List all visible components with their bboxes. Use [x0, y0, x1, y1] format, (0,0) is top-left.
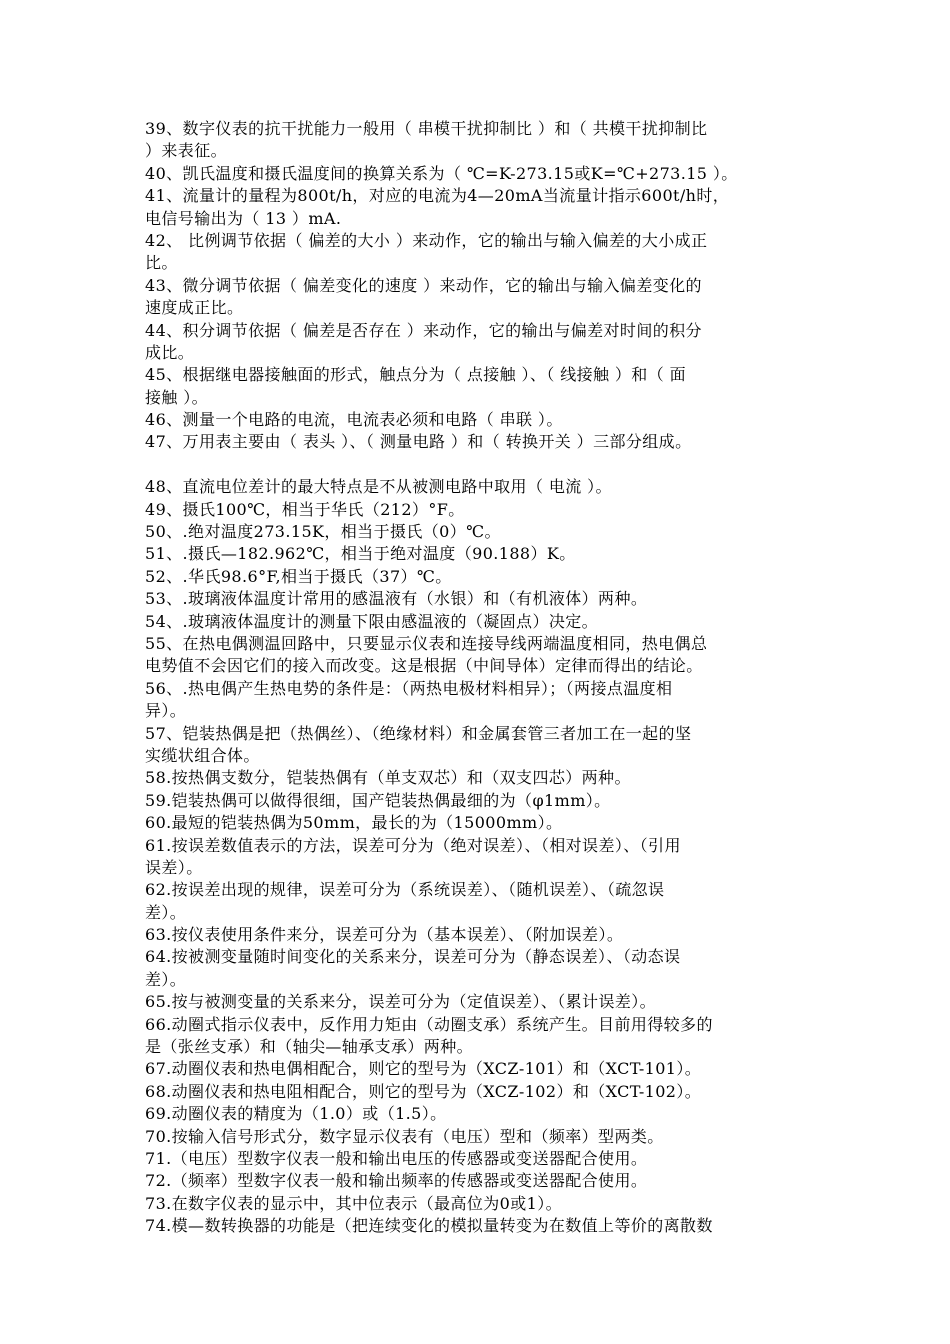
text-line: 成比。	[145, 342, 195, 362]
text-line: 66.动圈式指示仪表中，反作用力矩由（动圈支承）系统产生。目前用得较多的	[145, 1014, 713, 1034]
text-line: 52、.华氏98.6°F,相当于摄氏（37）℃。	[145, 566, 452, 586]
text-line: 73.在数字仪表的显示中，其中位表示（最高位为0或1）。	[145, 1193, 563, 1213]
text-line: 实缆状组合体。	[145, 745, 260, 765]
text-line: 50、.绝对温度273.15K，相当于摄氏（0）℃。	[145, 522, 501, 542]
text-line: 是（张丝支承）和（轴尖—轴承支承）两种。	[145, 1037, 474, 1057]
text-line: 速度成正比。	[145, 298, 244, 318]
text-line: 41、流量计的量程为800t/h，对应的电流为4—20mA当流量计指示600t/h时，	[145, 186, 730, 206]
text-line: 74.模—数转换器的功能是（把连续变化的模拟量转变为在数值上等价的离散数	[145, 1216, 713, 1236]
text-line: 65.按与被测变量的关系来分，误差可分为（定值误差）、（累计误差）。	[145, 992, 657, 1012]
text-line: 60.最短的铠装热偶为50mm，最长的为（15000mm）。	[145, 813, 563, 833]
text-line: 55、在热电偶测温回路中，只要显示仪表和连接导线两端温度相同，热电偶总	[145, 633, 708, 653]
text-line: ）来表征。	[145, 141, 228, 161]
text-line: 44、积分调节依据（ 偏差是否存在 ）来动作，它的输出与偏差对时间的积分	[145, 320, 702, 340]
text-line: 42、 比例调节依据（ 偏差的大小 ）来动作，它的输出与输入偏差的大小成正	[145, 230, 708, 250]
text-line: 47、万用表主要由（ 表头 ）、（ 测量电路 ）和（ 转换开关 ）三部分组成。	[145, 432, 692, 452]
blank-line	[145, 454, 815, 476]
text-line: 45、根据继电器接触面的形式，触点分为（ 点接触 ）、（ 线接触 ）和（ 面	[145, 365, 686, 385]
text-line: 70.按输入信号形式分，数字显示仪表有（电压）型和（频率）型两类。	[145, 1126, 664, 1146]
text-line: 61.按误差数值表示的方法，误差可分为（绝对误差）、（相对误差）、（引用	[145, 835, 681, 855]
text-line: 接触 ）。	[145, 387, 209, 407]
text-line: 69.动圈仪表的精度为（1.0）或（1.5）。	[145, 1104, 447, 1124]
text-line: 异）。	[145, 701, 187, 721]
text-line: 72.（频率）型数字仪表一般和输出频率的传感器或变送器配合使用。	[145, 1171, 648, 1191]
text-line: 67.动圈仪表和热电偶相配合，则它的型号为（XCZ-101）和（XCT-101）。	[145, 1059, 702, 1079]
text-line: 57、铠装热偶是把（热偶丝）、（绝缘材料）和金属套管三者加工在一起的坚	[145, 723, 692, 743]
text-line: 39、数字仪表的抗干扰能力一般用（ 串模干扰抑制比 ）和（ 共模干扰抑制比	[145, 119, 708, 138]
document-page	[145, 118, 815, 1238]
text-line: 差）。	[145, 969, 187, 989]
text-line: 差）。	[145, 902, 187, 922]
text-line: 51、.摄氏—182.962℃，相当于绝对温度（90.188）K。	[145, 544, 576, 564]
text-line: 62.按误差出现的规律，误差可分为（系统误差）、（随机误差）、（疏忽误	[145, 880, 665, 900]
text-line: 56、.热电偶产生热电势的条件是：（两热电极材料相异）；（两接点温度相	[145, 678, 673, 698]
text-line: 71.（电压）型数字仪表一般和输出电压的传感器或变送器配合使用。	[145, 1148, 648, 1168]
text-line: 53、.玻璃液体温度计常用的感温液有（水银）和（有机液体）两种。	[145, 589, 648, 609]
text-line: 误差）。	[145, 857, 203, 877]
text-line: 40、凯氏温度和摄氏温度间的换算关系为（ ℃=K-273.15或K=℃+273.15 ）。	[145, 163, 738, 183]
text-line: 68.动圈仪表和热电阻相配合，则它的型号为（XCZ-102）和（XCT-102）。	[145, 1081, 702, 1101]
text-line: 64.按被测变量随时间变化的关系来分，误差可分为（静态误差）、（动态误	[145, 947, 681, 967]
text-line: 59.铠装热偶可以做得很细，国产铠装热偶最细的为（φ1mm）。	[145, 790, 611, 810]
text-line: 43、微分调节依据（ 偏差变化的速度 ）来动作，它的输出与输入偏差变化的	[145, 275, 702, 295]
text-line: 58.按热偶支数分，铠装热偶有（单支双芯）和（双支四芯）两种。	[145, 768, 631, 788]
text-line: 54、.玻璃液体温度计的测量下限由感温液的（凝固点）决定。	[145, 611, 599, 631]
text-line: 比。	[145, 253, 178, 273]
text-line: 63.按仪表使用条件来分，误差可分为（基本误差）、（附加误差）。	[145, 925, 624, 945]
text-line: 48、直流电位差计的最大特点是不从被测电路中取用（ 电流 ）。	[145, 477, 612, 497]
text-line: 电信号输出为（ 13 ）mA.	[145, 208, 342, 228]
text-line: 电势值不会因它们的接入而改变。这是根据（中间导体）定律而得出的结论。	[145, 656, 703, 676]
text-line: 49、摄氏100℃，相当于华氏（212）°F。	[145, 499, 465, 519]
text-line: 46、测量一个电路的电流，电流表必须和电路（ 串联 ）。	[145, 410, 563, 430]
